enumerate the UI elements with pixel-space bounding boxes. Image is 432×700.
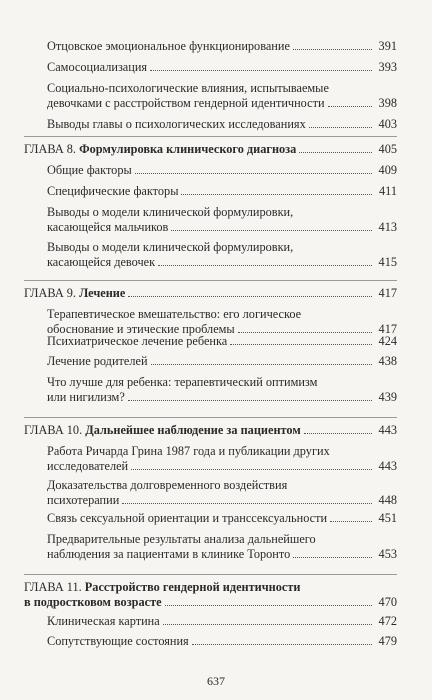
toc-page-number: 479 xyxy=(378,634,397,648)
toc-entry xyxy=(47,81,397,111)
dot-leader xyxy=(181,194,372,195)
toc-page-number: 415 xyxy=(378,255,397,269)
dot-leader xyxy=(158,265,372,266)
section-divider xyxy=(24,280,397,281)
toc-entry-title: наблюдения за пациентами в клинике Торонто xyxy=(47,547,291,561)
toc-page-number: 470 xyxy=(378,595,397,609)
toc-page-number: 405 xyxy=(378,142,397,156)
toc-page-number: 438 xyxy=(378,354,397,368)
page-number: 637 xyxy=(207,674,225,688)
toc-entry-title: Связь сексуальной ориентации и транссексуальности xyxy=(47,511,328,525)
chapter-label: ГЛАВА 11. xyxy=(24,580,82,594)
dot-leader xyxy=(309,127,372,128)
chapter-heading xyxy=(24,423,397,438)
toc-page-number: 424 xyxy=(378,334,397,348)
chapter-title-line1: Расстройство гендерной идентичности xyxy=(84,580,301,594)
toc-entry-title: Психиатрическое лечение ребенка xyxy=(47,334,228,348)
toc-page-number: 417 xyxy=(378,286,397,300)
dot-leader xyxy=(165,605,372,606)
toc-entry xyxy=(47,163,397,178)
dot-leader xyxy=(151,364,372,365)
toc-entry xyxy=(47,307,397,337)
dot-leader xyxy=(135,173,372,174)
toc-page-number: 393 xyxy=(378,60,397,74)
chapter-label: ГЛАВА 9. xyxy=(24,286,77,300)
toc-page-number: 443 xyxy=(378,423,397,437)
chapter-title: Формулировка клинического диагноза xyxy=(79,142,297,156)
toc-entry-title-line1: Социально-психологические влияния, испытываемые xyxy=(47,81,329,95)
toc-entry-title: Самосоциализация xyxy=(47,60,148,74)
toc-page-number: 443 xyxy=(378,459,397,473)
toc-entry xyxy=(47,511,397,526)
toc-page-number: 403 xyxy=(378,117,397,131)
chapter-title: в подростковом возрасте xyxy=(24,595,162,609)
toc-entry-title-line1: Доказательства долговременного воздействия xyxy=(47,478,288,492)
chapter-label: ГЛАВА 8. xyxy=(24,142,77,156)
dot-leader xyxy=(192,644,372,645)
toc-entry-title: обоснование и этические проблемы xyxy=(47,322,235,336)
toc-entry-title: Специфические факторы xyxy=(47,184,179,198)
toc-page-number: 451 xyxy=(378,511,397,525)
toc-entry-title-line1: Выводы о модели клинической формулировки, xyxy=(47,205,294,219)
section-divider xyxy=(24,136,397,137)
dot-leader xyxy=(122,503,372,504)
toc-entry xyxy=(47,444,397,474)
toc-entry-title-line1: Работа Ричарда Грина 1987 года и публикации других xyxy=(47,444,330,458)
toc-entry-title-line1: Что лучше для ребенка: терапевтический оптимизм xyxy=(47,375,318,389)
toc-page-number: 417 xyxy=(378,322,397,336)
toc-entry xyxy=(47,532,397,562)
toc-entry xyxy=(47,634,397,649)
dot-leader xyxy=(131,469,372,470)
toc-entry xyxy=(47,60,397,75)
toc-entry-title: исследователей xyxy=(47,459,129,473)
chapter-title: Лечение xyxy=(79,286,126,300)
toc-page-number: 439 xyxy=(378,390,397,404)
toc-entry-title: психотерапии xyxy=(47,493,120,507)
section-divider xyxy=(24,574,397,575)
dot-leader xyxy=(150,70,372,71)
dot-leader xyxy=(171,230,372,231)
dot-leader xyxy=(230,344,372,345)
toc-entry-title: Клиническая картина xyxy=(47,614,160,628)
dot-leader xyxy=(293,557,372,558)
toc-entry-title: девочками с расстройством гендерной идентичности xyxy=(47,96,325,110)
toc-page-number: 391 xyxy=(378,39,397,53)
toc-entry xyxy=(47,614,397,629)
toc-page-number: 398 xyxy=(378,96,397,110)
toc-entry xyxy=(47,375,397,405)
toc-page-number: 472 xyxy=(378,614,397,628)
dot-leader xyxy=(163,624,372,625)
toc-entry xyxy=(47,117,397,132)
dot-leader xyxy=(128,296,372,297)
toc-entry-title-line1: Предварительные результаты анализа дальнейшего xyxy=(47,532,316,546)
toc-entry xyxy=(47,205,397,235)
toc-entry-title-line1: Выводы о модели клинической формулировки, xyxy=(47,240,294,254)
chapter-heading xyxy=(24,580,397,610)
dot-leader xyxy=(238,332,372,333)
toc-entry-title: Сопутствующие состояния xyxy=(47,634,189,648)
toc-entry-title: Отцовское эмоциональное функционирование xyxy=(47,39,290,53)
toc-entry xyxy=(47,184,397,199)
dot-leader xyxy=(293,49,372,50)
dot-leader xyxy=(299,152,372,153)
chapter-heading xyxy=(24,286,397,301)
toc-page-number: 409 xyxy=(378,163,397,177)
toc-entry-title: Выводы главы о психологических исследованиях xyxy=(47,117,306,131)
toc-entry-title-line1: Терапевтическое вмешательство: его логическое xyxy=(47,307,302,321)
toc-page-number: 453 xyxy=(378,547,397,561)
toc-entry-title: или нигилизм? xyxy=(47,390,125,404)
dot-leader xyxy=(328,106,372,107)
toc-entry-title: касающейся девочек xyxy=(47,255,156,269)
dot-leader xyxy=(330,521,372,522)
chapter-title: Дальнейшее наблюдение за пациентом xyxy=(85,423,301,437)
toc-entry xyxy=(47,334,397,349)
toc-page-number: 448 xyxy=(378,493,397,507)
toc-entry xyxy=(47,240,397,270)
toc-entry-title: Общие факторы xyxy=(47,163,132,177)
toc-entry xyxy=(47,39,397,54)
chapter-heading xyxy=(24,142,397,157)
dot-leader xyxy=(128,400,372,401)
toc-entry-title: Лечение родителей xyxy=(47,354,148,368)
section-divider xyxy=(24,417,397,418)
dot-leader xyxy=(304,433,372,434)
toc-page-number: 411 xyxy=(379,184,397,198)
toc-entry xyxy=(47,478,397,508)
chapter-label: ГЛАВА 10. xyxy=(24,423,83,437)
toc-entry-title: касающейся мальчиков xyxy=(47,220,169,234)
toc-page-number: 413 xyxy=(378,220,397,234)
toc-entry xyxy=(47,354,397,369)
